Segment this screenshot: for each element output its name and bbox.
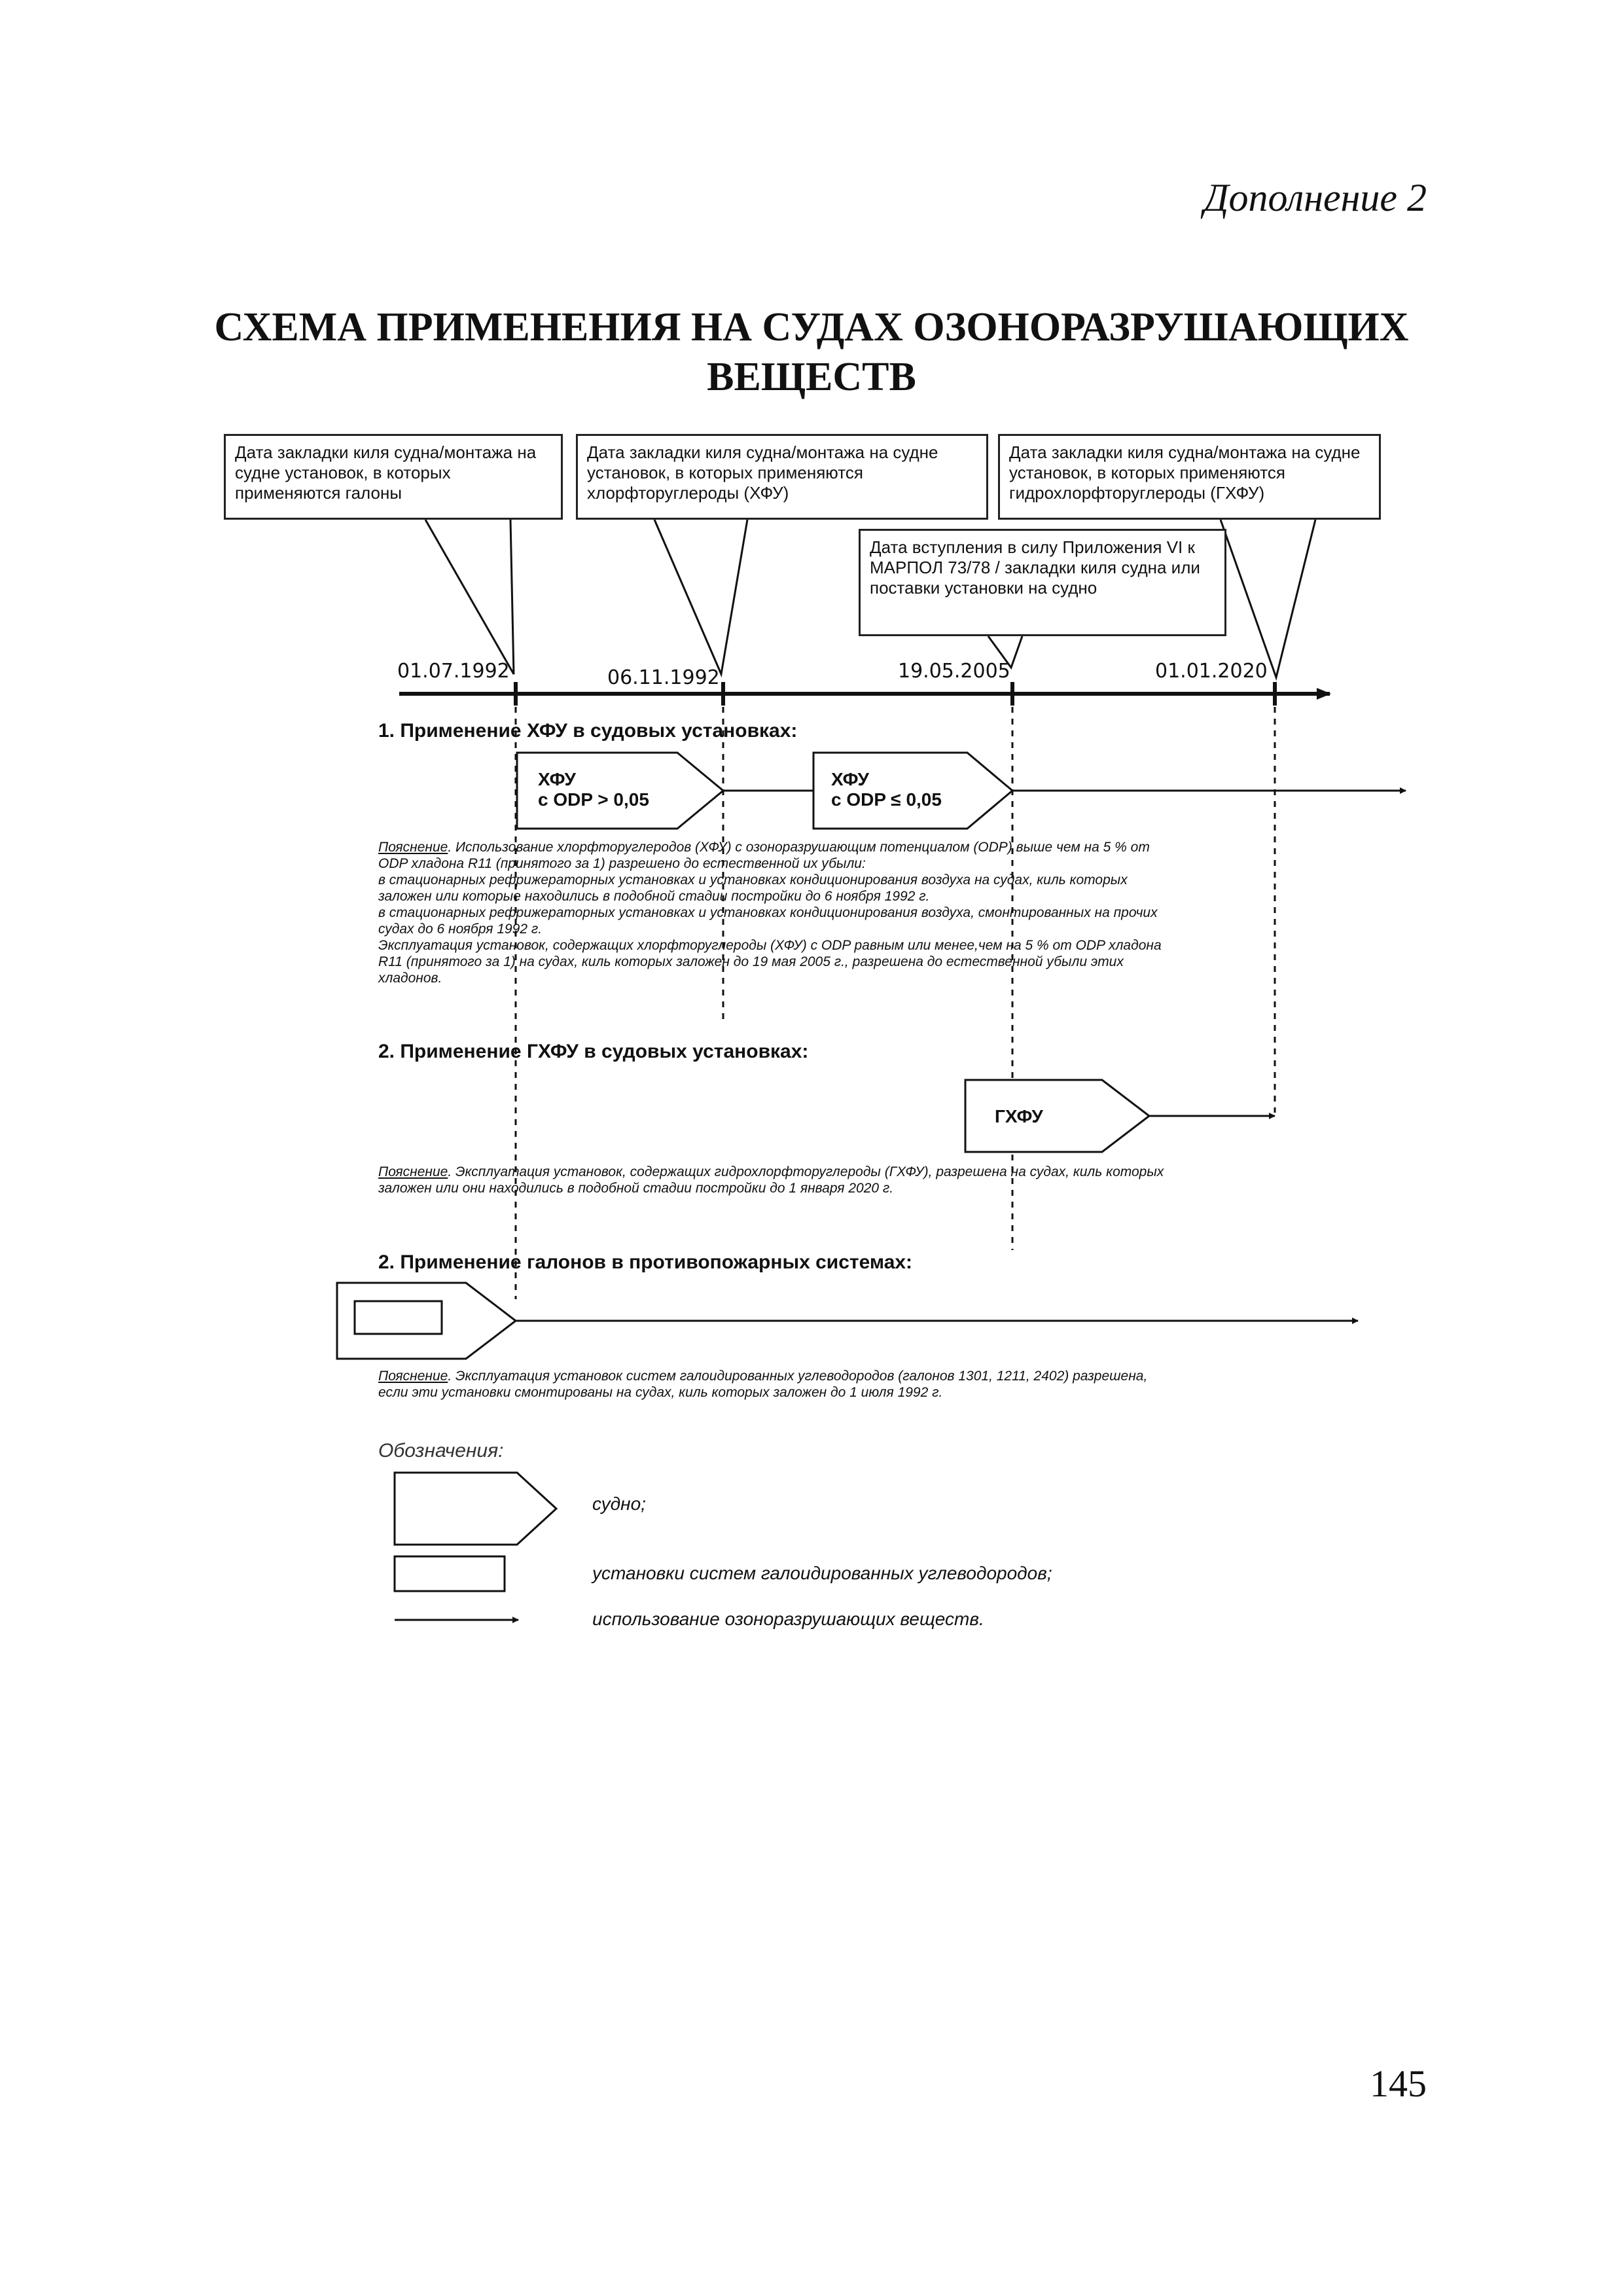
section-cfc-note: Пояснение. Использование хлорфторуглеродов (ХФУ) с озоноразрушающим потенциалом (ODP) выше чем на 5 % от ODP хладона R11 (принятого за 1) разрешено до естественной их убыли: в стационарных рефрижераторных установках и установках кондиционирования воздуха на судах, киль которых заложен или которые находились в подобной стадии постройки до 6 ноября 1992 г. в стационарных рефрижераторных установках и установках кондиционирования воздуха, смонтированных на прочих судах до 6 ноября 1992 г. Эксплуатация установок, содержащих хлорфторуглероды (ХФУ) с ODP равным или менее,чем на 5 % от ODP хладона R11 (принятого за 1) на судах, киль которых заложен до 19 мая 2005 г., разрешена до естественной убыли этих хладонов.: [378, 840, 1162, 986]
title-line-1: СХЕМА ПРИМЕНЕНИЯ НА СУДАХ ОЗОНОРАЗРУШАЮЩИХ: [214, 305, 1409, 350]
callout-2-pointer: [654, 520, 747, 674]
date-label-1: 01.07.1992: [397, 660, 510, 683]
ship-hcfc-shape: [965, 1080, 1149, 1152]
callout-hcfc-date: Дата закладки киля судна/монтажа на судне установок, в которых применяются гидрохлорфторуглероды (ГХФУ): [998, 434, 1381, 520]
legend-ship-text: судно;: [592, 1494, 646, 1514]
section-halon-note: Пояснение. Эксплуатация установок систем галоидированных углеводородов (галонов 1301, 1211, 2402) разрешена, если эти установки смонтированы на судах, киль которых заложен до 1 июля 1992 г.: [378, 1369, 1148, 1400]
callout-marpol-date: Дата вступления в силу Приложения VI к МАРПОЛ 73/78 / закладки киля судна или поставки установки на судно: [859, 529, 1226, 636]
halon-install-shape: [355, 1301, 442, 1334]
callout-3-pointer: [1221, 520, 1315, 677]
section-cfc-heading: 1. Применение ХФУ в судовых установках:: [378, 720, 798, 742]
section-hcfc-note: Пояснение. Эксплуатация установок, содержащих гидрохлорфторуглероды (ГХФУ), разрешена на судах, киль которых заложен или они находились в подобной стадии постройки до 1 января 2020 г.: [378, 1164, 1164, 1196]
legend-install-text: установки систем галоидированных углеводородов;: [592, 1563, 1052, 1583]
ship-cfc-high-label: ХФУ с ODP > 0,05: [538, 769, 649, 810]
legend-arrow-text: использование озоноразрушающих веществ.: [592, 1609, 984, 1629]
date-label-3: 19.05.2005: [898, 660, 1010, 683]
title-line-2: ВЕЩЕСТВ: [707, 355, 916, 399]
section-halon-heading: 2. Применение галонов в противопожарных системах:: [378, 1251, 913, 1273]
ship-cfc-low-label: ХФУ с ODP ≤ 0,05: [831, 769, 942, 810]
legend-install-symbol: [395, 1556, 505, 1591]
page-number: 145: [1370, 2062, 1427, 2105]
legend-ship-symbol: [395, 1473, 556, 1545]
date-label-4: 01.01.2020: [1155, 660, 1268, 683]
legend-title: Обозначения:: [378, 1440, 504, 1462]
section-hcfc-heading: 2. Применение ГХФУ в судовых установках:: [378, 1041, 809, 1062]
callout-cfc-date: Дата закладки киля судна/монтажа на судне установок, в которых применяются хлорфторуглероды (ХФУ): [576, 434, 988, 520]
date-label-2: 06.11.1992: [607, 666, 720, 689]
appendix-label: Дополнение 2: [1204, 176, 1427, 219]
callout-1-pointer: [425, 520, 514, 674]
ship-hcfc-label: ГХФУ: [995, 1106, 1043, 1126]
callout-halon-date: Дата закладки киля судна/монтажа на судне установок, в которых применяются галоны: [224, 434, 563, 520]
